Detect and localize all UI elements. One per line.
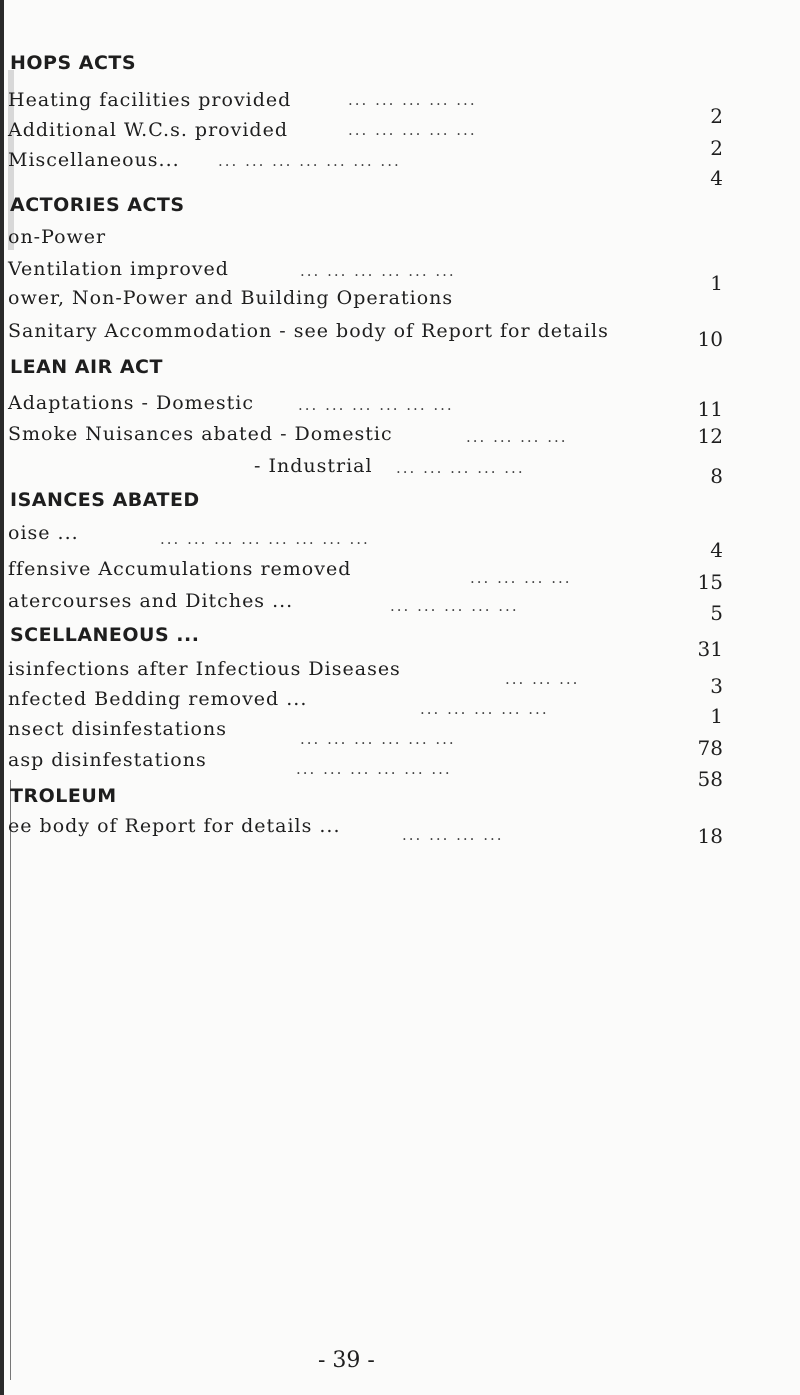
row-value: 11 [697, 397, 723, 421]
row-value: 2 [710, 136, 723, 160]
row-label: Adaptations - Domestic [8, 392, 255, 414]
row-label: ee body of Report for details ... [8, 815, 341, 837]
row-label: Sanitary Accommodation - see body of Report for details [8, 320, 609, 342]
dot-leader: ... ... ... ... [466, 428, 568, 446]
section-heading-shops-acts: HOPS ACTS [10, 52, 137, 74]
dot-leader: ... ... ... ... ... ... [300, 730, 456, 748]
row-label: nfected Bedding removed ... [8, 688, 308, 710]
dot-leader: ... ... ... [505, 670, 580, 688]
row-value: 4 [710, 538, 723, 562]
dot-leader: ... ... ... ... ... ... ... ... [160, 530, 370, 548]
row-label: nsect disinfestations [8, 718, 227, 740]
row-value: 2 [710, 104, 723, 128]
row-label: asp disinfestations [8, 749, 207, 771]
row-value: 78 [697, 736, 723, 760]
section-heading-factories-acts: ACTORIES ACTS [10, 194, 185, 216]
dot-leader: ... ... ... ... ... [396, 459, 525, 477]
row-value: 10 [697, 327, 723, 351]
row-label: Smoke Nuisances abated - Domestic [8, 423, 393, 445]
dot-leader: ... ... ... ... [470, 569, 572, 587]
dot-leader: ... ... ... ... ... ... [296, 760, 452, 778]
dot-leader: ... ... ... ... ... [348, 91, 477, 109]
section-heading-clean-air-act: LEAN AIR ACT [10, 356, 163, 378]
row-value: 12 [697, 424, 723, 448]
section-heading-nuisances-abated: ISANCES ABATED [10, 489, 200, 511]
row-value: 5 [710, 601, 723, 625]
dot-leader: ... ... ... ... ... ... [298, 396, 454, 414]
binding-edge [0, 0, 4, 1395]
row-label: - Industrial [254, 455, 373, 477]
row-value-extra: 18 [697, 824, 723, 848]
row-label: on-Power [8, 226, 107, 248]
dot-leader: ... ... ... ... [402, 826, 504, 844]
row-value: 58 [697, 767, 723, 791]
dot-leader: ... ... ... ... ... [390, 597, 519, 615]
row-label: isinfections after Infectious Diseases [8, 658, 401, 680]
row-label: oise ... [8, 522, 79, 544]
dot-leader: ... ... ... ... ... [420, 700, 549, 718]
row-value: 31 [697, 637, 723, 661]
dot-leader: ... ... ... ... ... ... [300, 262, 456, 280]
row-label: Ventilation improved [8, 258, 229, 280]
row-label: ower, Non-Power and Building Operations [8, 287, 454, 309]
row-value: 1 [710, 271, 723, 295]
row-label: Additional W.C.s. provided [8, 119, 288, 141]
row-value: 3 [710, 674, 723, 698]
binding-shadow [10, 780, 11, 1380]
row-value: 1 [710, 704, 723, 728]
section-heading-miscellaneous: SCELLANEOUS ... [10, 624, 200, 646]
row-value: 4 [710, 166, 723, 190]
dot-leader: ... ... ... ... ... [348, 121, 477, 139]
page-number: - 39 - [318, 1348, 375, 1373]
row-value: 8 [710, 464, 723, 488]
row-label: ffensive Accumulations removed [8, 558, 352, 580]
dot-leader: ... ... ... ... ... ... ... [218, 152, 401, 170]
row-label: Miscellaneous... [8, 149, 180, 171]
row-value: 15 [697, 570, 723, 594]
row-label: atercourses and Ditches ... [8, 590, 294, 612]
section-heading-petroleum: TROLEUM [10, 785, 117, 807]
row-label: Heating facilities provided [8, 89, 292, 111]
